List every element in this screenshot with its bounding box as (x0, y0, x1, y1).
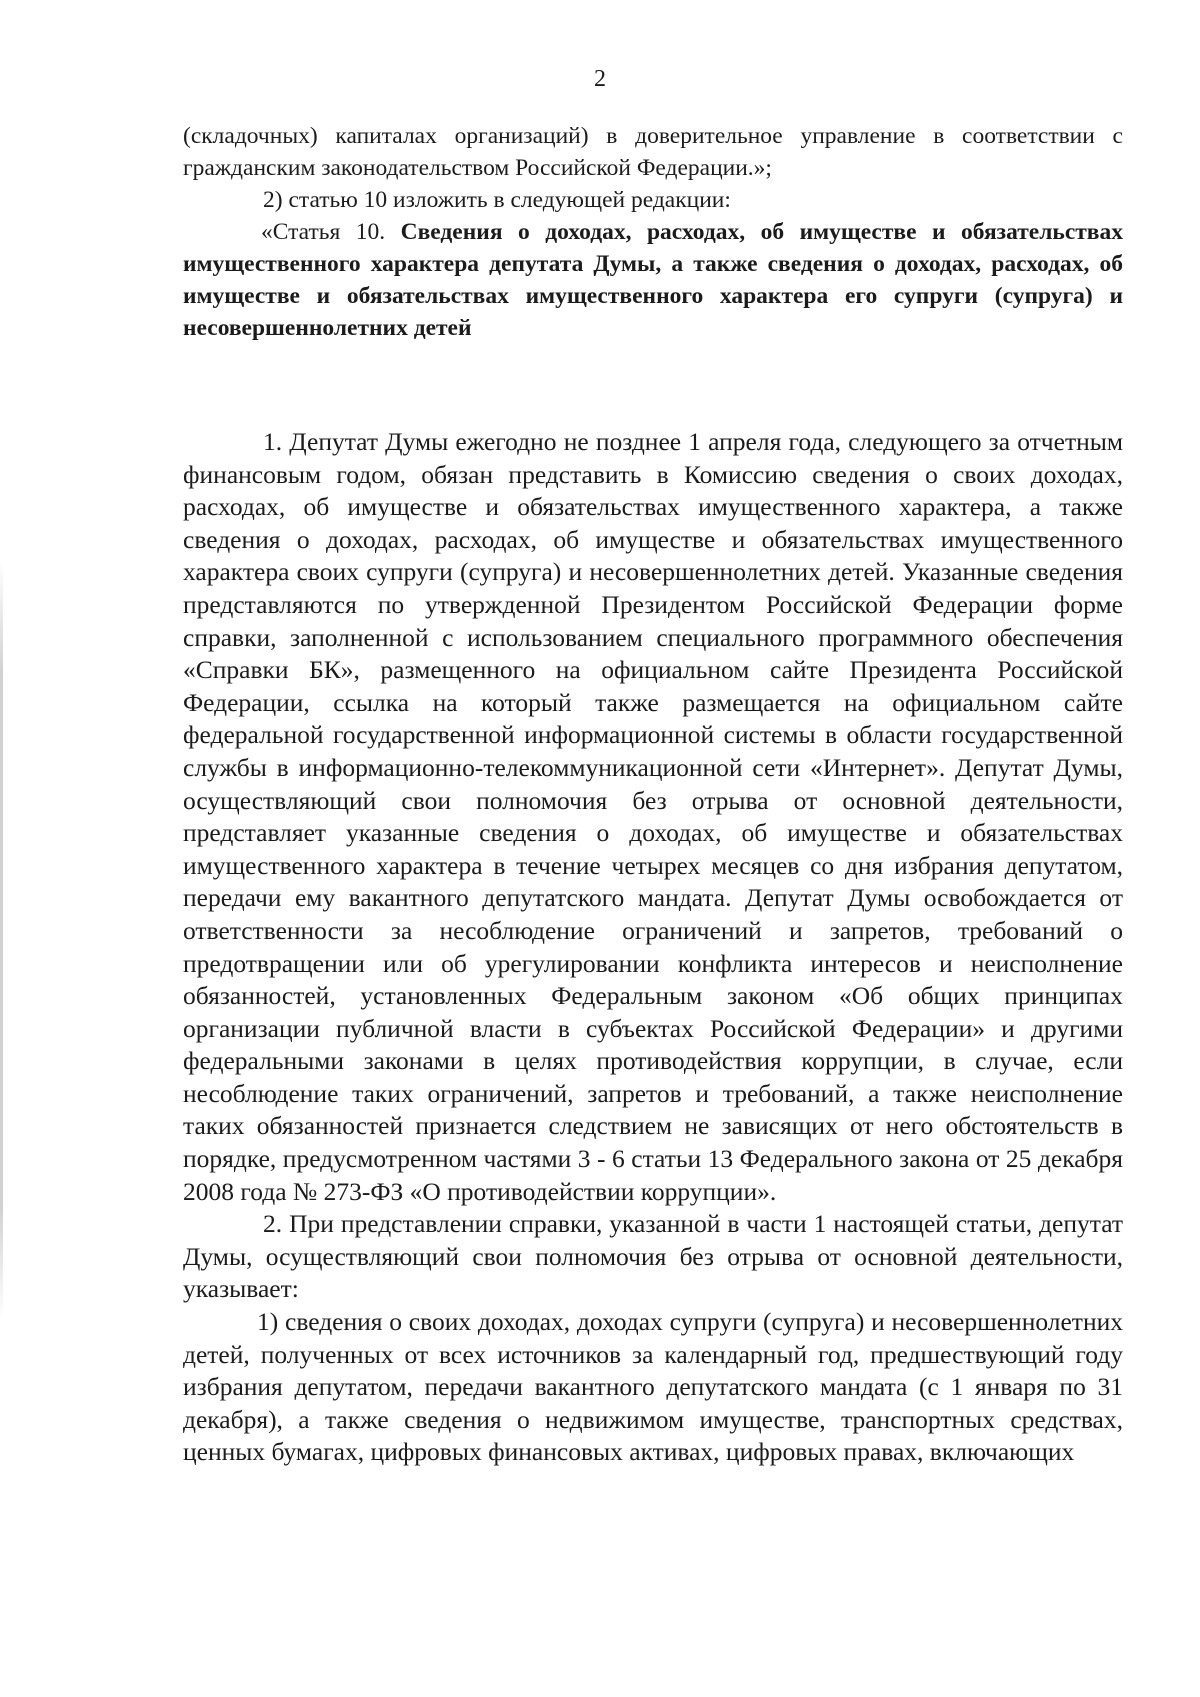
article-part-1: 1. Депутат Думы ежегодно не позднее 1 апреля года, следующего за отчетным финансовым годом, обязан представить в Комиссию сведения о своих доходах, расходах, об имуществе и обязательствах имущественного характера, а также сведения о доходах, расходах, об имуществе и обязательствах имущественного характера своих супруги (супруга) и несовершеннолетних детей. Указанные сведения представляются по утвержденной Президентом Российской Федерации форме справки, заполненной с использованием специального программного обеспечения «Справки БК», размещенного на официальном сайте Президента Российской Федерации, ссылка на который также размещается на официальном сайте федеральной государственной информационной системы в области государственной службы в информационно-телекоммуникационной сети «Интернет». Депутат Думы, осуществляющий свои полномочия без отрыва от основной деятельности, представляет указанные сведения о доходах, об имуществе и обязательствах имущественного характера в течение четырех месяцев со дня избрания депутатом, передачи ему вакантного депутатского мандата. Депутат Думы освобождается от ответственности за несоблюдение ограничений и запретов, требований о предотвращении или об урегулировании конфликта интересов и неисполнение обязанностей, установленных Федеральным законом «Об общих принципах организации публичной власти в субъектах Российской Федерации» и другими федеральными законами в целях противодействия коррупции, в случае, если несоблюдение таких ограничений, запретов и требований, а также неисполнение таких обязанностей признается следствием не зависящих от него обстоятельств в порядке, предусмотренном частями 3 - 6 статьи 13 Федерального закона от 25 декабря 2008 года № 273-ФЗ «О противодействии коррупции». (183, 427, 1123, 1206)
article-part-2-item-1: 1) сведения о своих доходах, доходах супруги (супруга) и несовершеннолетних детей, полученных от всех источников за календарный год, предшествующий году избрания депутатом, передачи вакантного депутатского мандата (с 1 января по 31 декабря), а также сведения о недвижимом имуществе, транспортных средствах, ценных бумагах, цифровых финансовых активах, цифровых правах, включающих (183, 1307, 1123, 1467)
article-body (183, 426, 1123, 1469)
amendment-item-2: 2) статью 10 изложить в следующей редакции: (263, 187, 731, 213)
page-number: 2 (594, 66, 606, 92)
article-title: Сведения о доходах, расходах, об имуществе и обязательствах имущественного характера депутата Думы, а также сведения о доходах, расходах, об имуществе и обязательствах имущественного характера его супруги (супруга) и несовершеннолетних детей (183, 219, 1123, 341)
continuation-text: (складочных) капиталах организаций) в доверительное управление в соответствии с гражданским законодательством Российской Федерации.»; (183, 123, 1123, 181)
scan-edge-shadow (0, 560, 3, 1320)
top-text-block (183, 120, 1123, 344)
article-heading (183, 216, 1123, 344)
article-part-2: 2. При представлении справки, указанной в части 1 настоящей статьи, депутат Думы, осуществляющий свои полномочия без отрыва от основной деятельности, указывает: (183, 1209, 1123, 1304)
article-label: «Статья 10. (261, 219, 386, 245)
